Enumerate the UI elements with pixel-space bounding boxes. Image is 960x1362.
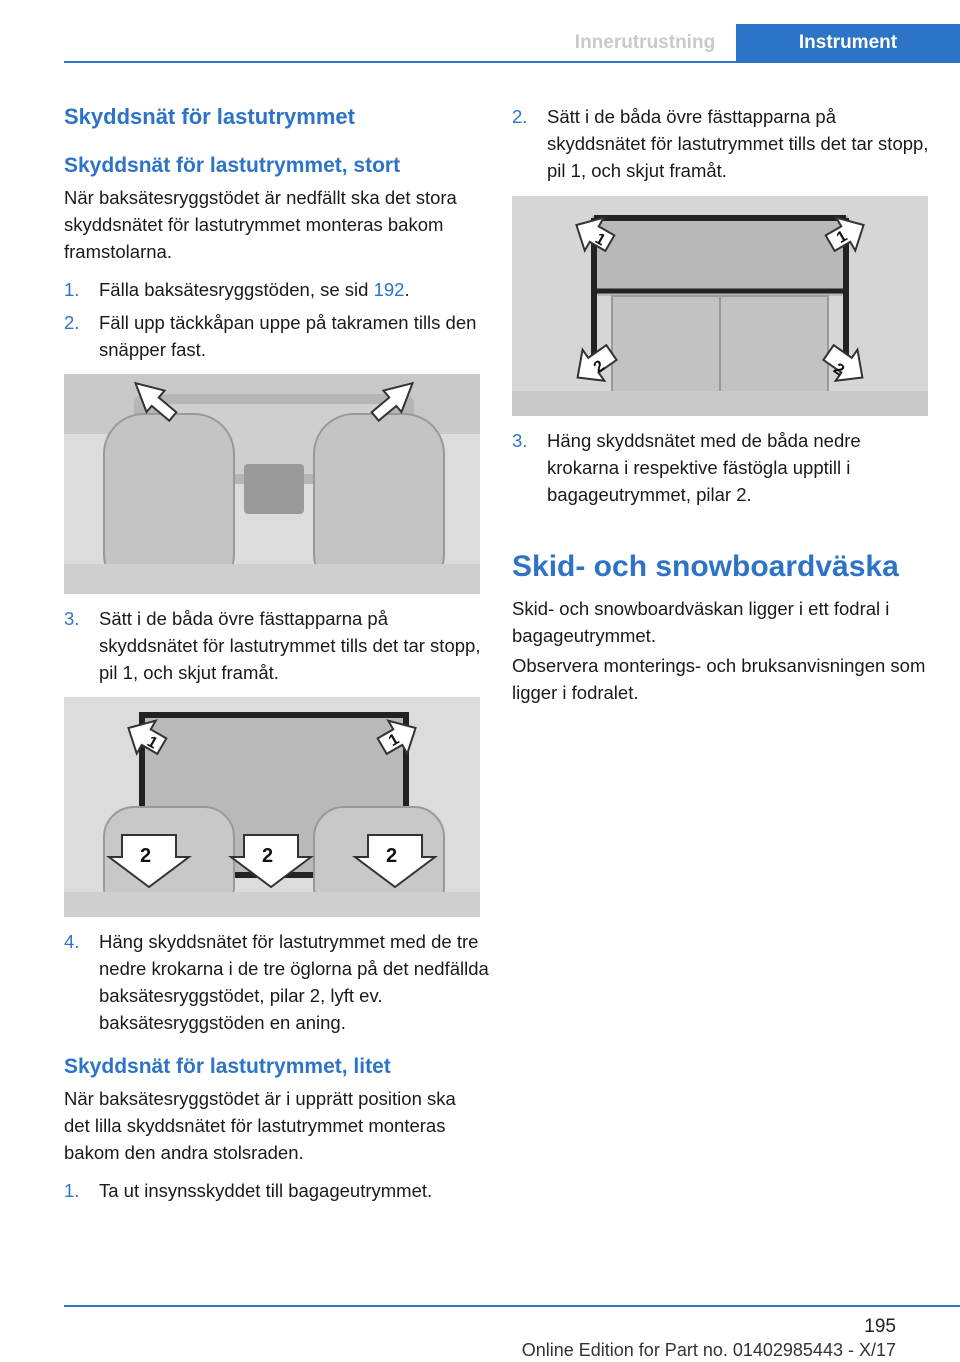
svg-text:1: 1 bbox=[386, 730, 403, 750]
section-title: Skyddsnät för lastutrymmet bbox=[64, 104, 355, 129]
svg-text:1: 1 bbox=[834, 227, 851, 247]
figure-large-net-mounted bbox=[64, 697, 480, 917]
list-number: 2. bbox=[512, 106, 528, 127]
list-number: 4. bbox=[64, 931, 80, 952]
svg-text:2: 2 bbox=[262, 845, 274, 867]
large-net-intro: När baksätesryggstödet är nedfällt ska det stora skyddsnätet för lastutrymmet monteras bakom framstolarna. bbox=[64, 187, 457, 262]
list-number: 2. bbox=[64, 312, 80, 333]
car-interior-illustration bbox=[64, 374, 480, 594]
edition-text: Online Edition for Part no. 01402985443 - X/17 bbox=[521, 1340, 896, 1360]
list-number: 1. bbox=[64, 279, 80, 300]
footer-rule bbox=[64, 1305, 960, 1307]
small-net-illustration bbox=[512, 196, 928, 416]
header-chapter-tab: Instrument bbox=[736, 24, 960, 62]
list-number: 3. bbox=[64, 608, 80, 629]
list-text: Häng skyddsnätet med de båda nedre krokarna i respektive fästögla upptill i bagageutrymmet, pilar 2. bbox=[547, 430, 861, 505]
figure-small-net-mounted bbox=[512, 196, 928, 416]
large-net-illustration bbox=[64, 697, 480, 917]
figure-car-interior-arrows bbox=[64, 374, 480, 594]
subsection-title-large: Skyddsnät för lastutrymmet, stort bbox=[64, 154, 401, 177]
list-text: Häng skyddsnätet för lastutrymmet med de tre nedre krokarna i de tre öglorna på det nedfällda baksätesryggstödet, pilar 2, lyft ev. baksätesryggstöden en aning. bbox=[99, 931, 489, 1033]
ski-bag-para-1: Skid- och snowboardväskan ligger i ett fodral i bagageutrymmet. bbox=[512, 598, 890, 646]
svg-text:2: 2 bbox=[386, 845, 398, 867]
header-section-tab: Innerutrustning bbox=[574, 32, 716, 53]
svg-text:2: 2 bbox=[590, 357, 608, 377]
subsection-title-small: Skyddsnät för lastutrymmet, litet bbox=[64, 1055, 391, 1078]
header-rule bbox=[64, 61, 960, 63]
list-text: Fälla baksätesryggstöden, se sid 192. bbox=[99, 279, 410, 300]
list-number: 3. bbox=[512, 430, 528, 451]
ski-bag-para-2: Observera monterings- och bruksanvisningen som ligger i fodralet. bbox=[512, 655, 926, 703]
list-text: Ta ut insynsskyddet till bagageutrymmet. bbox=[99, 1180, 433, 1201]
svg-text:1: 1 bbox=[592, 230, 609, 250]
list-number: 1. bbox=[64, 1180, 80, 1201]
list-text: Sätt i de båda övre fästtapparna på skyddsnätet för lastutrymmet tills det tar stopp, pil 1, och skjut framåt. bbox=[547, 106, 929, 181]
page-number: 195 bbox=[864, 1316, 896, 1337]
list-text: Fäll upp täckkåpan uppe på takramen tills den snäpper fast. bbox=[99, 312, 477, 360]
ski-bag-title: Skid- och snowboardväska bbox=[512, 550, 899, 583]
svg-text:2: 2 bbox=[140, 845, 152, 867]
svg-text:1: 1 bbox=[144, 733, 161, 753]
list-text: Sätt i de båda övre fästtapparna på skyddsnätet för lastutrymmet tills det tar stopp, pil 1, och skjut framåt. bbox=[99, 608, 481, 683]
svg-text:2: 2 bbox=[830, 360, 848, 380]
page-link[interactable]: 192 bbox=[373, 279, 405, 300]
small-net-intro: När baksätesryggstödet är i upprätt position ska det lilla skyddsnätet för lastutrymmet monteras bakom den andra stolsraden. bbox=[64, 1088, 456, 1163]
